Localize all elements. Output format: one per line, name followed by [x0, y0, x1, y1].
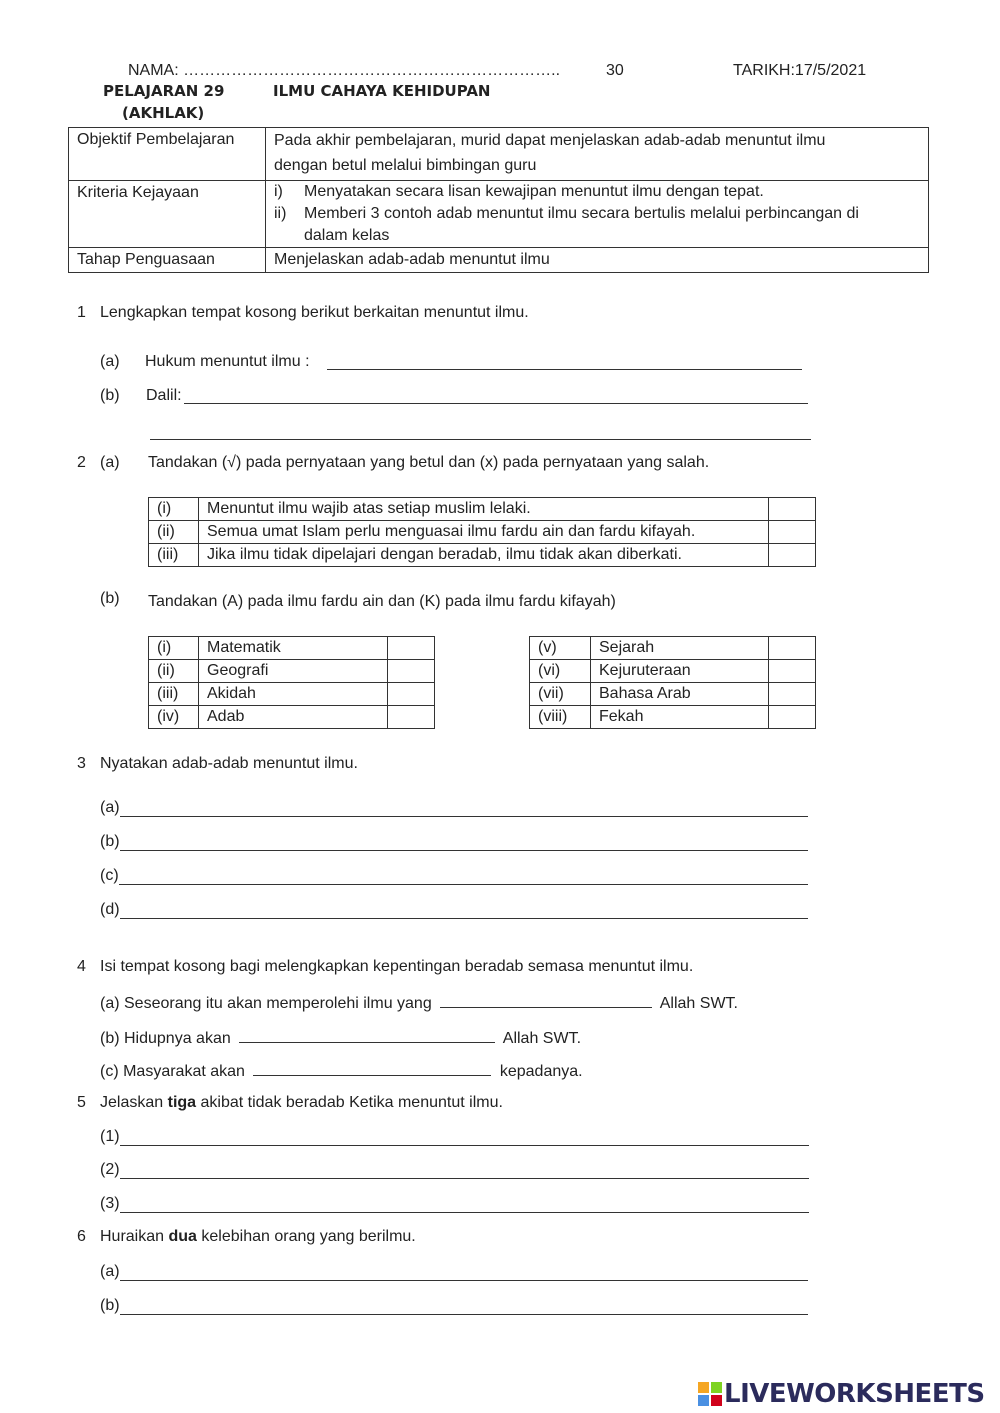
- answer-row: [100, 867, 808, 885]
- answer-cell[interactable]: [388, 637, 435, 660]
- row-number: (ii): [149, 660, 199, 683]
- table-row: [149, 660, 435, 683]
- table-row: [149, 521, 816, 544]
- criteria-item-text: dalam kelas: [304, 227, 390, 244]
- liveworksheets-logo: [698, 1379, 985, 1409]
- criteria-row: [69, 181, 929, 248]
- liveworksheets-icon: [698, 1382, 722, 1406]
- question-4a-answer-line[interactable]: [440, 991, 652, 1008]
- subject-name: Akidah: [199, 683, 388, 706]
- answer-label: (c): [100, 867, 119, 884]
- row-number: (iii): [149, 544, 199, 567]
- answer-line[interactable]: [120, 902, 808, 919]
- table-row: [149, 706, 435, 729]
- answer-row: [100, 1297, 808, 1315]
- subject-name: Matematik: [199, 637, 388, 660]
- objective-label: Objektif Pembelajaran: [69, 128, 266, 181]
- lesson-category: (AKHLAK): [122, 104, 205, 122]
- question-4a-prefix: (a) Seseorang itu akan memperolehi ilmu yang: [100, 995, 432, 1012]
- mastery-text: Menjelaskan adab-adab menuntut ilmu: [266, 248, 929, 273]
- criteria-list: [266, 181, 929, 248]
- table-row: [149, 637, 435, 660]
- row-number: (vi): [530, 660, 591, 683]
- answer-label: (2): [100, 1161, 120, 1178]
- question-4b-answer-line[interactable]: [239, 1026, 495, 1043]
- question-1-text: Lengkapkan tempat kosong berikut berkaitan menuntut ilmu.: [100, 304, 529, 321]
- question-3-number: 3: [77, 755, 86, 772]
- question-5-text-bold: tiga: [167, 1094, 197, 1111]
- question-5-text-post: akibat tidak beradab Ketika menuntut ilmu.: [200, 1094, 503, 1111]
- question-4c-prefix: (c) Masyarakat akan: [100, 1063, 245, 1080]
- question-5-number: 5: [77, 1094, 86, 1111]
- page-number: 30: [606, 62, 624, 79]
- table-row: [149, 498, 816, 521]
- answer-cell[interactable]: [769, 544, 816, 567]
- answer-row: [100, 799, 808, 817]
- table-row: [530, 706, 816, 729]
- table-row: [530, 637, 816, 660]
- table-row: [149, 544, 816, 567]
- answer-cell[interactable]: [769, 498, 816, 521]
- answer-row: [100, 901, 808, 919]
- question-4b-suffix: Allah SWT.: [502, 1030, 582, 1047]
- answer-cell[interactable]: [769, 660, 816, 683]
- answer-label: (a): [100, 799, 120, 816]
- answer-label: (b): [100, 833, 120, 850]
- answer-label: (b): [100, 1297, 120, 1314]
- date-label: TARIKH:17/5/2021: [733, 62, 867, 79]
- question-2a-text: Tandakan (√) pada pernyataan yang betul dan (x) pada pernyataan yang salah.: [148, 454, 710, 471]
- question-5-text: [100, 1094, 503, 1112]
- question-2b-label: (b): [100, 590, 120, 607]
- answer-line[interactable]: [120, 1264, 808, 1281]
- knowledge-table-left: [148, 636, 435, 729]
- question-1b-text: Dalil:: [146, 387, 182, 404]
- criteria-item-number: i): [274, 183, 283, 200]
- statement-text: Menuntut ilmu wajib atas setiap muslim lelaki.: [199, 498, 769, 521]
- subject-name: Bahasa Arab: [591, 683, 769, 706]
- row-number: (iv): [149, 706, 199, 729]
- criteria-item-number: ii): [274, 205, 287, 222]
- question-4c: [100, 1059, 583, 1081]
- question-6-text-post: kelebihan orang yang berilmu.: [201, 1228, 416, 1245]
- answer-cell[interactable]: [769, 683, 816, 706]
- answer-label: (a): [100, 1263, 120, 1280]
- answer-row: [100, 1128, 809, 1146]
- answer-line[interactable]: [120, 1129, 809, 1146]
- answer-line[interactable]: [119, 868, 808, 885]
- question-4-text: Isi tempat kosong bagi melengkapkan kepentingan beradab semasa menuntut ilmu.: [100, 958, 694, 975]
- true-false-table: [148, 497, 816, 567]
- subject-name: Sejarah: [591, 637, 769, 660]
- answer-row: [100, 1195, 809, 1213]
- question-6-number: 6: [77, 1228, 86, 1245]
- question-4b: [100, 1026, 581, 1048]
- table-row: [530, 683, 816, 706]
- question-4a: [100, 991, 738, 1013]
- page-title: ILMU CAHAYA KEHIDUPAN: [273, 82, 491, 100]
- criteria-label: Kriteria Kejayaan: [69, 181, 266, 248]
- answer-cell[interactable]: [388, 683, 435, 706]
- question-6-text-pre: Huraikan: [100, 1228, 165, 1245]
- question-2a-label: (a): [100, 454, 120, 471]
- question-3-text: Nyatakan adab-adab menuntut ilmu.: [100, 755, 358, 772]
- question-2b-text: Tandakan (A) pada ilmu fardu ain dan (K) pada ilmu fardu kifayah): [148, 593, 616, 610]
- question-1a-label: (a): [100, 353, 120, 370]
- question-2-number: 2: [77, 454, 86, 471]
- criteria-item: [274, 181, 920, 203]
- question-1b-answer-line[interactable]: [184, 387, 808, 404]
- answer-cell[interactable]: [388, 660, 435, 683]
- question-5-text-pre: Jelaskan: [100, 1094, 164, 1111]
- question-4c-suffix: kepadanya.: [499, 1063, 583, 1080]
- row-number: (viii): [530, 706, 591, 729]
- answer-cell[interactable]: [769, 637, 816, 660]
- question-1a-answer-line[interactable]: [327, 353, 802, 370]
- question-4-number: 4: [77, 958, 86, 975]
- answer-row: [100, 1161, 809, 1179]
- question-1a-text: Hukum menuntut ilmu :: [145, 353, 310, 370]
- answer-row: [100, 833, 808, 851]
- answer-line[interactable]: [120, 1162, 809, 1179]
- subject-name: Kejuruteraan: [591, 660, 769, 683]
- criteria-item-text: Memberi 3 contoh adab menuntut ilmu secara bertulis melalui perbincangan di: [304, 205, 859, 222]
- answer-line[interactable]: [120, 800, 808, 817]
- criteria-item: [274, 203, 920, 225]
- question-6-text: [100, 1228, 416, 1246]
- liveworksheets-brand-text: LIVEWORKSHEETS: [724, 1379, 985, 1409]
- objective-line-2: dengan betul melalui bimbingan guru: [274, 157, 537, 174]
- subject-name: Fekah: [591, 706, 769, 729]
- table-row: [530, 660, 816, 683]
- mastery-label: Tahap Penguasaan: [69, 248, 266, 273]
- row-number: (vii): [530, 683, 591, 706]
- statement-text: Jika ilmu tidak dipelajari dengan beradab, ilmu tidak akan diberkati.: [199, 544, 769, 567]
- question-1-number: 1: [77, 304, 86, 321]
- statement-text: Semua umat Islam perlu menguasai ilmu fardu ain dan fardu kifayah.: [199, 521, 769, 544]
- knowledge-table-right: [529, 636, 816, 729]
- objectives-table: [68, 127, 929, 273]
- row-number: (ii): [149, 521, 199, 544]
- name-field-label: NAMA: ……………………………………………………………..: [128, 62, 561, 79]
- answer-label: (d): [100, 901, 120, 918]
- answer-line[interactable]: [120, 1196, 809, 1213]
- answer-row: [100, 1263, 808, 1281]
- question-1b-answer-line-2[interactable]: [150, 423, 811, 440]
- question-6-text-bold: dua: [168, 1228, 197, 1245]
- table-row: [149, 683, 435, 706]
- row-number: (i): [149, 637, 199, 660]
- subject-name: Geografi: [199, 660, 388, 683]
- answer-cell[interactable]: [388, 706, 435, 729]
- question-4a-suffix: Allah SWT.: [659, 995, 738, 1012]
- row-number: (i): [149, 498, 199, 521]
- answer-line[interactable]: [120, 834, 808, 851]
- answer-cell[interactable]: [769, 706, 816, 729]
- mastery-row: [69, 248, 929, 273]
- row-number: (iii): [149, 683, 199, 706]
- criteria-item-continuation: [274, 225, 920, 247]
- objective-line-1: Pada akhir pembelajaran, murid dapat menjelaskan adab-adab menuntut ilmu: [274, 132, 826, 149]
- question-4b-prefix: (b) Hidupnya akan: [100, 1030, 231, 1047]
- question-1b-label: (b): [100, 387, 120, 404]
- criteria-item-text: Menyatakan secara lisan kewajipan menuntut ilmu dengan tepat.: [304, 183, 764, 200]
- subject-name: Adab: [199, 706, 388, 729]
- objective-text: [266, 128, 929, 181]
- answer-label: (1): [100, 1128, 120, 1145]
- lesson-number: PELAJARAN 29: [103, 82, 225, 100]
- question-4c-answer-line[interactable]: [253, 1059, 491, 1076]
- row-number: (v): [530, 637, 591, 660]
- answer-cell[interactable]: [769, 521, 816, 544]
- answer-line[interactable]: [120, 1298, 808, 1315]
- answer-label: (3): [100, 1195, 120, 1212]
- objective-row: [69, 128, 929, 181]
